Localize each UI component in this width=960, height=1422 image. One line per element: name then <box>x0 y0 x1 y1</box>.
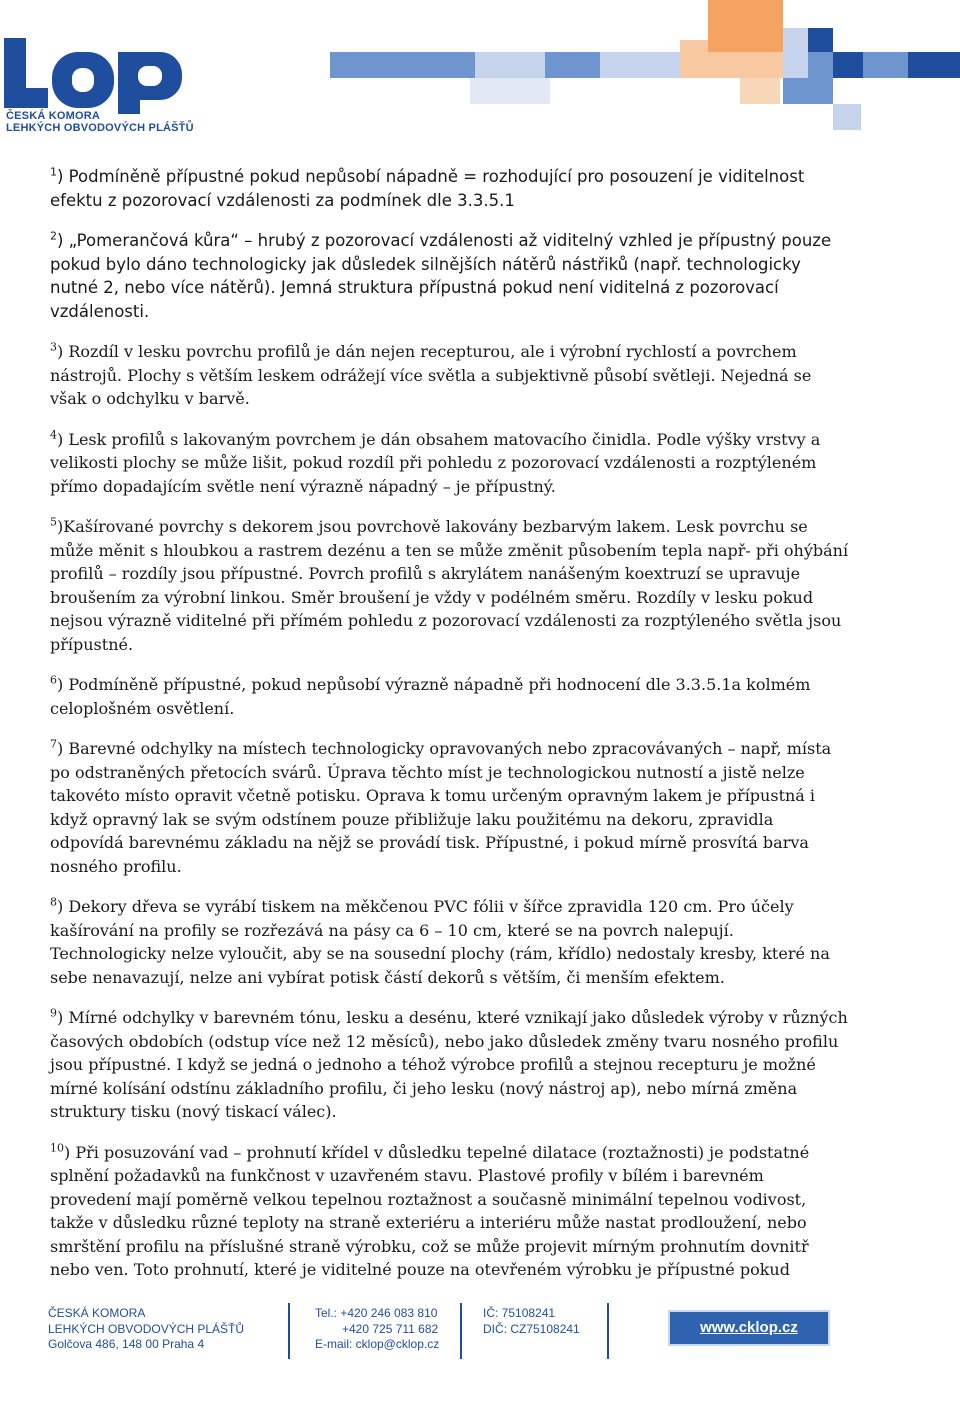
footnote-number: 3 <box>50 340 57 354</box>
page-footer <box>0 1300 960 1360</box>
footnote-number: 4 <box>50 428 57 442</box>
logo-org-name <box>6 110 194 134</box>
footnote-8 <box>50 895 850 989</box>
footnote-10 <box>50 1141 850 1282</box>
footnote-number: 1 <box>50 165 57 179</box>
footnote-text: ) Dekory dřeva se vyrábí tiskem na měkčenou PVC fólii v šířce zpravidla 120 cm. Pro účely kašírování na profily se rozřezává na pásy ca 6 – 10 cm, které se na povrch nalepují. Technologicky nelze vyloučit, aby se na sousední plochy (rám, křídlo) nedostaly kresby, které na sebe nenavazují, nelze ani vybírat potisk částí dekorů s větším, či menším efektem. <box>50 897 830 987</box>
footer-org-line2: LEHKÝCH OBVODOVÝCH PLÁŠŤŮ <box>48 1321 245 1336</box>
footnote-5 <box>50 515 850 656</box>
footer-ids-block <box>483 1306 580 1337</box>
footnote-number: 8 <box>50 895 57 909</box>
footnote-number: 9 <box>50 1006 57 1020</box>
footer-phone-1: Tel.: +420 246 083 810 <box>315 1306 438 1320</box>
header-mosaic-decoration <box>330 0 960 135</box>
footer-contact-block <box>315 1306 439 1353</box>
logo-org-line2: LEHKÝCH OBVODOVÝCH PLÁŠŤŮ <box>6 122 194 134</box>
footnote-6 <box>50 673 850 720</box>
website-link-button[interactable]: www.cklop.cz <box>668 1310 830 1346</box>
footnote-text: )Kašírované povrchy s dekorem jsou povrchově lakovány bezbarvým lakem. Lesk povrchu se může měnit s hloubkou a rastrem dezénu a ten se může změnit působením tepla např- při ohýbání profilů – rozdíly jsou přípustné. Povrch profilů s akrylátem nanášeným koextruzí se upravuje broušením za výrobní linkou. Směr broušení je vždy v podélném směru. Rozdíly v lesku pokud nejsou výrazně viditelné při přímém pohledu z pozorovací vzdálenosti za rozptýleného světla jsou přípustné. <box>50 517 849 654</box>
footnote-7 <box>50 737 850 878</box>
footnote-text: ) Barevné odchylky na místech technologicky opravovaných nebo zpracovávaných – např, místa po odstraněných přetocích svárů. Úprava těchto míst je technologickou nutností a jistě nelze takovéto místo opravit včetně potisku. Oprava k tomu určeným opravným lakem je přípustná i když opravný lak se svým odstínem pouze přibližuje laku použitému na dekoru, zpravidla odpovídá barevnému základu na nějž se provádí tisk. Přípustné, i pokud mírně prosvítá barva nosného profilu. <box>50 739 832 876</box>
footnote-text: ) Podmíněně přípustné pokud nepůsobí nápadně = rozhodující pro posouzení je viditelnost efektu z pozorovací vzdálenosti za podmínek dle 3.3.5.1 <box>50 167 805 210</box>
footnote-text: ) Lesk profilů s lakovaným povrchem je dán obsahem matovacího činidla. Podle výšky vrstvy a velikosti plochy se může lišit, pokud rozdíl při pohledu z pozorovací vzdálenosti a rozptýleném přímo dopadajícím světle není výrazně nápadný – je přípustný. <box>50 429 821 496</box>
footnote-text: ) Podmíněně přípustné, pokud nepůsobí výrazně nápadně při hodnocení dle 3.3.5.1a kolmém celoplošném osvětlení. <box>50 675 811 718</box>
footer-dic: DIČ: CZ75108241 <box>483 1321 580 1336</box>
footnotes-body <box>50 165 850 1299</box>
footnote-number: 6 <box>50 673 57 687</box>
footnote-text: ) „Pomerančová kůra“ – hrubý z pozorovací vzdálenosti až viditelný vzhled je přípustný pouze pokud bylo dáno technologicky jak důsledek silnějších nátěrů nástřiků (např. technologicky nutné 2, nebo více nátěrů). Jemná struktura přípustná pokud není viditelná z pozorovací vzdálenosti. <box>50 231 832 321</box>
footer-divider <box>607 1303 609 1359</box>
footnote-3 <box>50 340 850 411</box>
footnote-number: 7 <box>50 737 57 751</box>
footnote-text: ) Rozdíl v lesku povrchu profilů je dán nejen recepturou, ale i výrobní rychlostí a povrchem nástrojů. Plochy s větším leskem odrážejí více světla a subjektivně působí světleji. Nejedná se však o odchylku v barvě. <box>50 342 812 408</box>
cklop-logo-icon <box>4 34 184 114</box>
footer-phone-2: +420 725 711 682 <box>342 1321 439 1336</box>
footnote-text: ) Při posuzování vad – prohnutí křídel v důsledku tepelné dilatace (roztažnosti) je podstatné splnění požadavků na funkčnost v uzavřeném stavu. Plastové profily v bílém i barevném provedení mají poměrně velkou tepelnou roztažnost a současně minimální tepelnou vodivost, takže v důsledku různé teploty na straně exteriéru a interiéru může nastat prodloužení, nebo smrštění profilu na příslušné straně výrobku, což se může projevit mírným prohnutím dovnitř nebo ven. Toto prohnutí, které je viditelné pouze na otevřeném výrobku je přípustné pokud <box>50 1142 810 1279</box>
footnote-number: 10 <box>50 1141 64 1155</box>
footer-email[interactable]: E-mail: cklop@cklop.cz <box>315 1337 440 1351</box>
page-header <box>0 0 960 145</box>
footnote-number: 5 <box>50 515 57 529</box>
footnote-1 <box>50 165 850 212</box>
footer-divider <box>288 1303 290 1359</box>
footer-divider <box>460 1303 462 1359</box>
footnote-2 <box>50 229 850 323</box>
footnote-number: 2 <box>50 229 57 243</box>
footnote-9 <box>50 1006 850 1124</box>
footnote-4 <box>50 428 850 499</box>
footnote-text: ) Mírné odchylky v barevném tónu, lesku a desénu, které vznikají jako důsledek výroby v různých časových obdobích (odstup více než 12 měsíců), nebo jako důsledek změny tvaru nosného profilu jsou přípustné. I když se jedná o jednoho a téhož výrobce profilů a stejnou recepturu je možné mírné kolísání odstínu základního profilu, či jeho lesku (nový nástroj ap), nebo mírná změna struktury tisku (nový tiskací válec). <box>50 1008 848 1121</box>
footer-address: Golčova 486, 148 00 Praha 4 <box>48 1337 205 1351</box>
footer-org-block <box>48 1306 244 1353</box>
footer-ic: IČ: 75108241 <box>483 1306 556 1320</box>
footer-org-line1: ČESKÁ KOMORA <box>48 1306 146 1320</box>
logo-org-line1: ČESKÁ KOMORA <box>6 110 101 122</box>
